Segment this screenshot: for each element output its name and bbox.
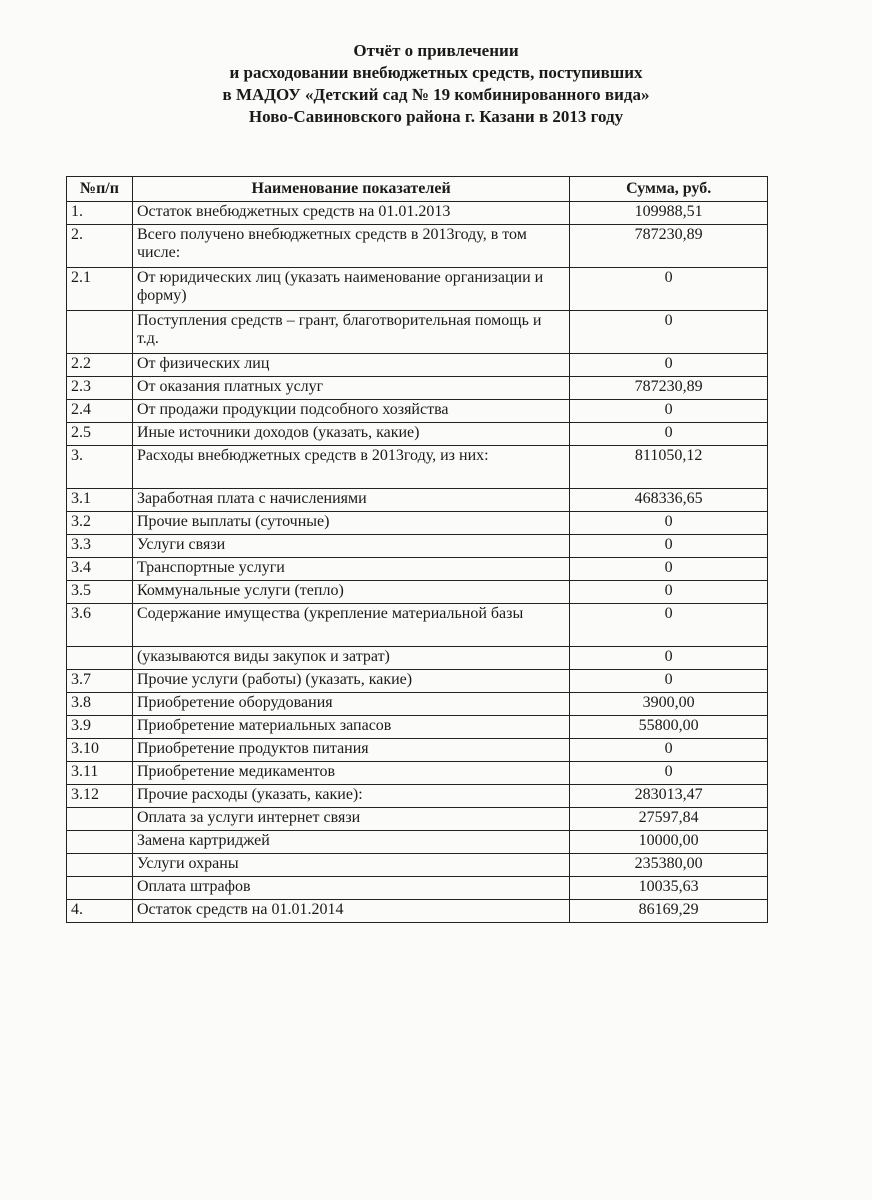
row-number: 3.11 xyxy=(67,762,133,785)
table-row xyxy=(67,808,768,831)
row-name: Оплата штрафов xyxy=(132,877,569,900)
row-sum: 468336,65 xyxy=(570,489,768,512)
row-name: Прочие расходы (указать, какие): xyxy=(132,785,569,808)
row-name: Услуги охраны xyxy=(132,854,569,877)
row-name: Коммунальные услуги (тепло) xyxy=(132,581,569,604)
row-sum: 109988,51 xyxy=(570,202,768,225)
row-number: 2.4 xyxy=(67,400,133,423)
table-row xyxy=(67,377,768,400)
row-sum: 0 xyxy=(570,535,768,558)
row-sum: 3900,00 xyxy=(570,693,768,716)
table-row xyxy=(67,900,768,923)
row-sum: 0 xyxy=(570,311,768,354)
row-sum: 787230,89 xyxy=(570,225,768,268)
row-sum: 787230,89 xyxy=(570,377,768,400)
row-sum: 10000,00 xyxy=(570,831,768,854)
row-sum: 0 xyxy=(570,558,768,581)
row-name: Оплата за услуги интернет связи xyxy=(132,808,569,831)
row-name: Транспортные услуги xyxy=(132,558,569,581)
row-name: Прочие выплаты (суточные) xyxy=(132,512,569,535)
row-number: 3.4 xyxy=(67,558,133,581)
table-row xyxy=(67,400,768,423)
row-name: Приобретение материальных запасов xyxy=(132,716,569,739)
row-number: 1. xyxy=(67,202,133,225)
table-header-row xyxy=(67,177,768,202)
row-name: Приобретение продуктов питания xyxy=(132,739,569,762)
row-number xyxy=(67,854,133,877)
row-sum: 283013,47 xyxy=(570,785,768,808)
row-number: 4. xyxy=(67,900,133,923)
row-sum: 0 xyxy=(570,670,768,693)
row-sum: 0 xyxy=(570,423,768,446)
row-sum: 0 xyxy=(570,604,768,647)
row-name: От юридических лиц (указать наименование организации и форму) xyxy=(132,268,569,311)
table-row xyxy=(67,558,768,581)
row-number xyxy=(67,877,133,900)
table-row xyxy=(67,670,768,693)
row-sum: 55800,00 xyxy=(570,716,768,739)
row-number: 3.10 xyxy=(67,739,133,762)
row-number: 3.3 xyxy=(67,535,133,558)
row-number xyxy=(67,808,133,831)
table-row xyxy=(67,202,768,225)
row-number: 3.9 xyxy=(67,716,133,739)
table-row xyxy=(67,693,768,716)
table-row xyxy=(67,225,768,268)
row-number: 3.12 xyxy=(67,785,133,808)
row-sum: 0 xyxy=(570,354,768,377)
row-name: (указываются виды закупок и затрат) xyxy=(132,647,569,670)
row-number: 3.5 xyxy=(67,581,133,604)
row-name: Замена картриджей xyxy=(132,831,569,854)
row-name: Прочие услуги (работы) (указать, какие) xyxy=(132,670,569,693)
row-number: 2.5 xyxy=(67,423,133,446)
row-sum: 86169,29 xyxy=(570,900,768,923)
table-row xyxy=(67,604,768,647)
row-number xyxy=(67,311,133,354)
table-row xyxy=(67,354,768,377)
table-row xyxy=(67,716,768,739)
row-name: Поступления средств – грант, благотворительная помощь и т.д. xyxy=(132,311,569,354)
table-row xyxy=(67,647,768,670)
table-row xyxy=(67,877,768,900)
row-name: Расходы внебюджетных средств в 2013году, из них: xyxy=(132,446,569,489)
table-row xyxy=(67,489,768,512)
table-row xyxy=(67,311,768,354)
row-number: 2.3 xyxy=(67,377,133,400)
report-title xyxy=(0,40,872,128)
row-sum: 10035,63 xyxy=(570,877,768,900)
row-sum: 235380,00 xyxy=(570,854,768,877)
row-name: От оказания платных услуг xyxy=(132,377,569,400)
title-line-1: Отчёт о привлечении xyxy=(353,41,519,60)
row-number: 3.2 xyxy=(67,512,133,535)
row-number: 2.1 xyxy=(67,268,133,311)
table-row xyxy=(67,785,768,808)
table-row xyxy=(67,268,768,311)
row-number: 3. xyxy=(67,446,133,489)
row-sum: 0 xyxy=(570,762,768,785)
header-num: №п/п xyxy=(67,177,133,202)
row-sum: 0 xyxy=(570,739,768,762)
row-number: 2.2 xyxy=(67,354,133,377)
row-number xyxy=(67,831,133,854)
table-row xyxy=(67,512,768,535)
report-table xyxy=(66,176,768,923)
table-row xyxy=(67,831,768,854)
header-sum: Сумма, руб. xyxy=(570,177,768,202)
row-sum: 0 xyxy=(570,581,768,604)
title-line-3: в МАДОУ «Детский сад № 19 комбинированного вида» xyxy=(222,85,650,104)
row-number: 2. xyxy=(67,225,133,268)
header-name: Наименование показателей xyxy=(132,177,569,202)
row-name: От физических лиц xyxy=(132,354,569,377)
title-line-4: Ново-Савиновского района г. Казани в 2013 году xyxy=(248,107,624,126)
row-number: 3.7 xyxy=(67,670,133,693)
row-sum: 811050,12 xyxy=(570,446,768,489)
table-row xyxy=(67,854,768,877)
row-name: Иные источники доходов (указать, какие) xyxy=(132,423,569,446)
row-name: Услуги связи xyxy=(132,535,569,558)
table-row xyxy=(67,762,768,785)
row-number: 3.6 xyxy=(67,604,133,647)
title-line-2: и расходовании внебюджетных средств, поступивших xyxy=(229,63,643,82)
table-row xyxy=(67,535,768,558)
row-sum: 27597,84 xyxy=(570,808,768,831)
row-sum: 0 xyxy=(570,268,768,311)
row-name: Остаток внебюджетных средств на 01.01.2013 xyxy=(132,202,569,225)
row-name: От продажи продукции подсобного хозяйства xyxy=(132,400,569,423)
row-name: Заработная плата с начислениями xyxy=(132,489,569,512)
row-name: Приобретение медикаментов xyxy=(132,762,569,785)
table-row xyxy=(67,423,768,446)
row-number: 3.1 xyxy=(67,489,133,512)
row-sum: 0 xyxy=(570,512,768,535)
table-row xyxy=(67,739,768,762)
row-name: Всего получено внебюджетных средств в 2013году, в том числе: xyxy=(132,225,569,268)
table-row xyxy=(67,581,768,604)
row-number xyxy=(67,647,133,670)
row-sum: 0 xyxy=(570,400,768,423)
row-name: Содержание имущества (укрепление материальной базы xyxy=(132,604,569,647)
row-name: Приобретение оборудования xyxy=(132,693,569,716)
report-table-body xyxy=(67,202,768,923)
row-number: 3.8 xyxy=(67,693,133,716)
table-row xyxy=(67,446,768,489)
row-sum: 0 xyxy=(570,647,768,670)
row-name: Остаток средств на 01.01.2014 xyxy=(132,900,569,923)
